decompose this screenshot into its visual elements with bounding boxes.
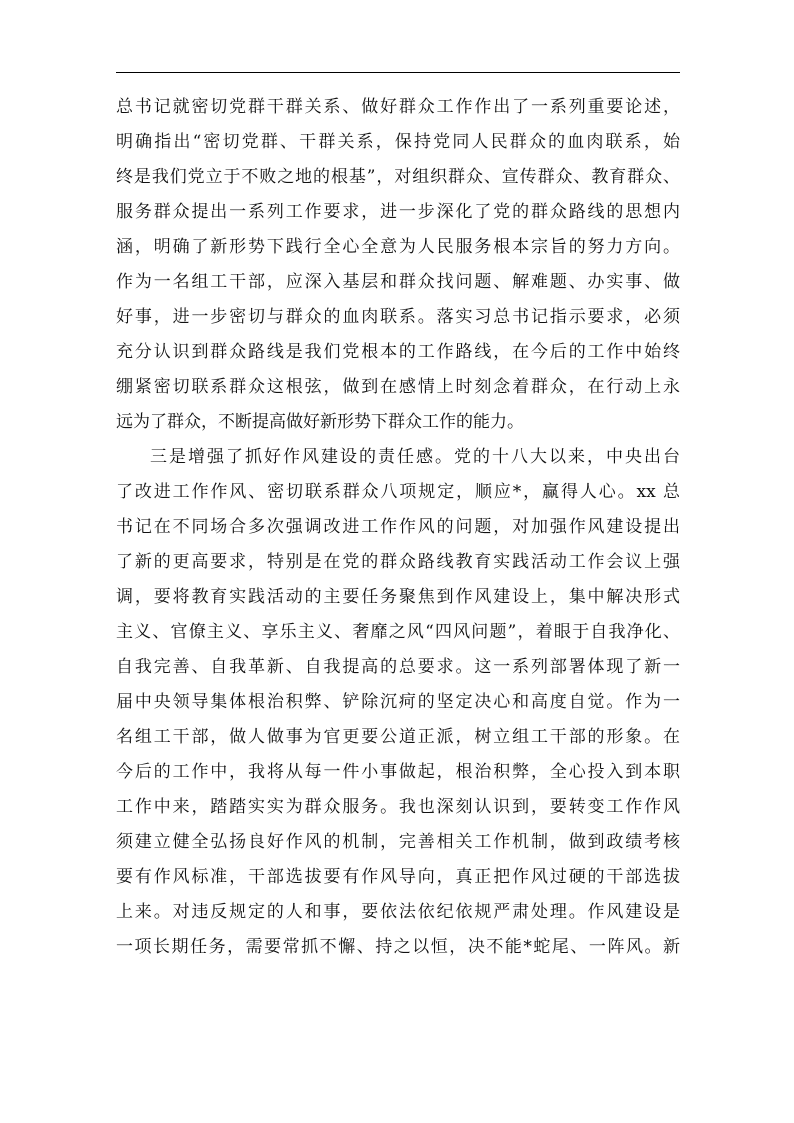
text-line: 上来。对违反规定的人和事，要依法依纪依规严肃处理。作风建设是: [116, 902, 680, 922]
text-line: 须建立健全弘扬良好作风的机制，完善相关工作机制，做到政绩考核: [116, 832, 680, 852]
text-line: 总书记就密切党群干群关系、做好群众工作作出了一系列重要论述，: [116, 97, 680, 117]
text-line: 主义、官僚主义、享乐主义、奢靡之风“四风问题”，着眼于自我净化、: [116, 622, 680, 642]
text-line: 一项长期任务，需要常抓不懈、持之以恒，决不能*蛇尾、一阵风。新: [116, 937, 680, 957]
text-line: 届中央领导集体根治积弊、铲除沉疴的坚定决心和高度自觉。作为一: [116, 692, 680, 712]
text-line: 要有作风标准，干部选拔要有作风导向，真正把作风过硬的干部选拔: [116, 867, 680, 887]
text-line: 涵，明确了新形势下践行全心全意为人民服务根本宗旨的努力方向。: [116, 237, 680, 257]
text-line: 调，要将教育实践活动的主要任务聚焦到作风建设上，集中解决形式: [116, 587, 680, 607]
text-line: 作为一名组工干部，应深入基层和群众找问题、解难题、办实事、做: [116, 272, 680, 292]
text-line: 终是我们党立于不败之地的根基”，对组织群众、宣传群众、教育群众、: [116, 167, 680, 187]
text-line: 书记在不同场合多次强调改进工作作风的问题，对加强作风建设提出: [116, 517, 680, 537]
text-line: 远为了群众，不断提高做好新形势下群众工作的能力。: [116, 412, 524, 432]
document-body: [116, 90, 680, 965]
paragraph-2: [116, 440, 680, 965]
text-line: 绷紧密切联系群众这根弦，做到在感情上时刻念着群众，在行动上永: [116, 377, 680, 397]
text-line: 充分认识到群众路线是我们党根本的工作路线，在今后的工作中始终: [116, 342, 680, 362]
text-line: 今后的工作中，我将从每一件小事做起，根治积弊，全心投入到本职: [116, 762, 680, 782]
text-line: 好事，进一步密切与群众的血肉联系。落实习总书记指示要求，必须: [116, 307, 680, 327]
text-line: 明确指出“密切党群、干群关系，保持党同人民群众的血肉联系，始: [116, 132, 680, 152]
paragraph-1: [116, 90, 680, 440]
text-line: 了新的更高要求，特别是在党的群众路线教育实践活动工作会议上强: [116, 552, 680, 572]
text-line: 工作中来，踏踏实实为群众服务。我也深刻认识到，要转变工作作风: [116, 797, 680, 817]
text-line: 自我完善、自我革新、自我提高的总要求。这一系列部署体现了新一: [116, 657, 680, 677]
text-line: 服务群众提出一系列工作要求，进一步深化了党的群众路线的思想内: [116, 202, 680, 222]
text-line: 名组工干部，做人做事为官更要公道正派，树立组工干部的形象。在: [116, 727, 680, 747]
header-rule: [116, 72, 680, 73]
text-line: 三是增强了抓好作风建设的责任感。党的十八大以来，中央出台: [150, 447, 680, 467]
text-line: 了改进工作作风、密切联系群众八项规定，顺应*，赢得人心。xx 总: [116, 482, 680, 502]
